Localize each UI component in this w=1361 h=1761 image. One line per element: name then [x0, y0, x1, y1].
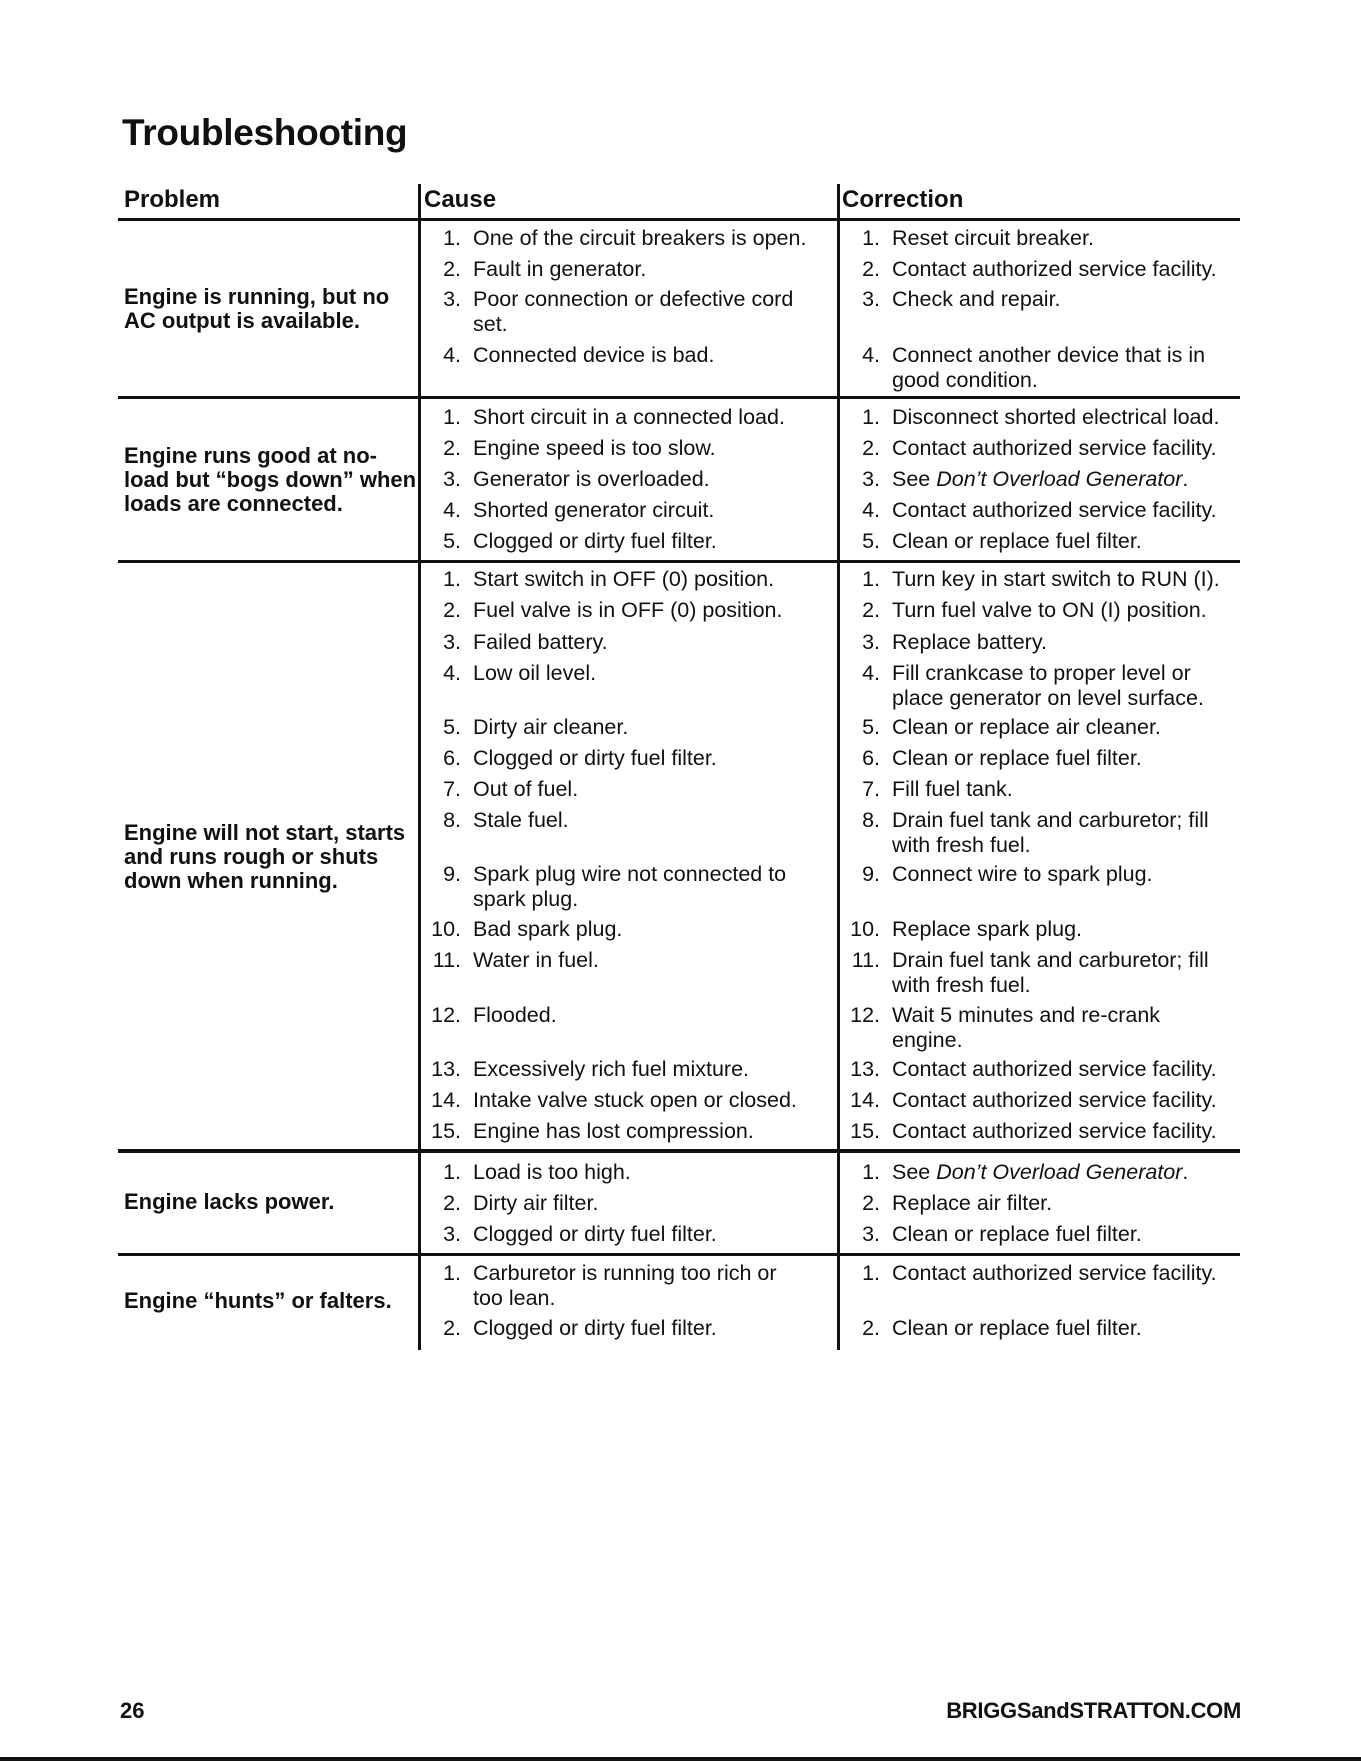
cause-text: Load is too high.: [473, 1160, 631, 1184]
correction-text: Clean or replace fuel filter.: [892, 1222, 1142, 1246]
cause-text: Engine speed is too slow.: [473, 436, 716, 460]
correction-text: Replace air filter.: [892, 1191, 1053, 1215]
item-number: 1.: [443, 1261, 461, 1285]
item-number: 2.: [443, 257, 461, 281]
correction-text: Connect another device that is in good condition.: [892, 343, 1206, 392]
correction-text: Disconnect shorted electrical load.: [892, 405, 1220, 429]
correction-text: Contact authorized service facility.: [892, 1088, 1217, 1112]
item-number: 13.: [431, 1057, 461, 1081]
cause-text: Carburetor is running too rich or too lean.: [473, 1261, 777, 1310]
item-number: 3.: [443, 630, 461, 654]
correction-text: Replace spark plug.: [892, 917, 1083, 941]
item-number: 3.: [443, 287, 461, 311]
item-number: 5.: [443, 529, 461, 553]
section-divider: [118, 1253, 1240, 1256]
item-number: 2.: [443, 436, 461, 460]
correction-text: Contact authorized service facility.: [892, 257, 1217, 281]
header-rule: [118, 218, 1240, 221]
item-number: 7.: [443, 777, 461, 801]
item-number: 2.: [443, 1316, 461, 1340]
cause-text: Engine has lost compression.: [473, 1119, 754, 1143]
cause-text: Flooded.: [473, 1003, 557, 1027]
item-number: 2.: [862, 436, 880, 460]
item-number: 14.: [431, 1088, 461, 1112]
item-number: 2.: [443, 598, 461, 622]
problem-label: Engine runs good at no-load but “bogs down” when loads are connected.: [124, 443, 417, 516]
item-number: 2.: [862, 257, 880, 281]
correction-text: Clean or replace air cleaner.: [892, 715, 1161, 739]
cause-text: Failed battery.: [473, 630, 608, 654]
correction-text: Contact authorized service facility.: [892, 1119, 1217, 1143]
item-number: 3.: [443, 467, 461, 491]
correction-text: Fill fuel tank.: [892, 777, 1013, 801]
problem-label: Engine will not start, starts and runs rough or shuts down when running.: [124, 820, 406, 893]
cause-text: Bad spark plug.: [473, 917, 623, 941]
cause-text: Clogged or dirty fuel filter.: [473, 1316, 717, 1340]
item-number: 9.: [862, 862, 880, 886]
correction-text: [892, 467, 1230, 492]
section-divider: [118, 560, 1240, 563]
cause-text: Clogged or dirty fuel filter.: [473, 529, 717, 553]
cause-text: Out of fuel.: [473, 777, 579, 801]
cause-text: One of the circuit breakers is open.: [473, 226, 807, 250]
item-number: 14.: [850, 1088, 880, 1112]
item-number: 3.: [443, 1222, 461, 1246]
column-header-cause: Cause: [424, 186, 497, 213]
correction-text: Reset circuit breaker.: [892, 226, 1094, 250]
section-divider: [118, 396, 1240, 399]
column-header-problem: Problem: [124, 186, 221, 213]
correction-text: Check and repair.: [892, 287, 1061, 311]
item-number: 2.: [862, 598, 880, 622]
cause-text: Start switch in OFF (0) position.: [473, 567, 775, 591]
item-number: 4.: [862, 661, 880, 685]
item-number: 5.: [862, 715, 880, 739]
item-number: 1.: [443, 1160, 461, 1184]
item-number: 3.: [862, 1222, 880, 1246]
section-reference: Don’t Overload Generator: [936, 1160, 1183, 1184]
item-number: 7.: [862, 777, 880, 801]
cause-text: Generator is overloaded.: [473, 467, 710, 491]
item-number: 8.: [443, 808, 461, 832]
cause-text: Fuel valve is in OFF (0) position.: [473, 598, 783, 622]
correction-text: [892, 1160, 1230, 1185]
item-number: 4.: [443, 498, 461, 522]
item-number: 12.: [850, 1003, 880, 1027]
correction-text: Drain fuel tank and carburetor; fill with fresh fuel.: [892, 808, 1209, 857]
correction-text: Replace battery.: [892, 630, 1047, 654]
correction-text: Turn key in start switch to RUN (I).: [892, 567, 1220, 591]
item-number: 15.: [850, 1119, 880, 1143]
section-reference: Don’t Overload Generator: [936, 467, 1183, 491]
item-number: 9.: [443, 862, 461, 886]
cause-text: Low oil level.: [473, 661, 597, 685]
item-number: 1.: [862, 1160, 880, 1184]
cause-text: Short circuit in a connected load.: [473, 405, 785, 429]
problem-label: Engine is running, but no AC output is available.: [124, 284, 390, 333]
item-number: 4.: [443, 661, 461, 685]
correction-text: Turn fuel valve to ON (I) position.: [892, 598, 1207, 622]
page-number: 26: [120, 1698, 145, 1723]
item-number: 1.: [443, 226, 461, 250]
item-number: 1.: [862, 226, 880, 250]
problem-label: Engine “hunts” or falters.: [124, 1288, 392, 1313]
cause-text: Clogged or dirty fuel filter.: [473, 1222, 717, 1246]
cause-text: Intake valve stuck open or closed.: [473, 1088, 797, 1112]
column-header-correction: Correction: [842, 186, 964, 213]
section-divider: [118, 1149, 1240, 1153]
cause-text: Connected device is bad.: [473, 343, 715, 367]
item-number: 3.: [862, 287, 880, 311]
cause-text: Clogged or dirty fuel filter.: [473, 746, 717, 770]
site-url: BRIGGSandSTRATTON.COM: [946, 1698, 1241, 1723]
item-number: 12.: [431, 1003, 461, 1027]
correction-text: Drain fuel tank and carburetor; fill with fresh fuel.: [892, 948, 1209, 997]
correction-suffix: .: [1182, 1160, 1189, 1184]
cause-text: Excessively rich fuel mixture.: [473, 1057, 749, 1081]
item-number: 6.: [443, 746, 461, 770]
correction-text: Contact authorized service facility.: [892, 1261, 1217, 1285]
page-title: Troubleshooting: [122, 112, 408, 153]
correction-prefix: See: [892, 1160, 937, 1184]
correction-text: Contact authorized service facility.: [892, 436, 1217, 460]
item-number: 6.: [862, 746, 880, 770]
correction-prefix: See: [892, 467, 937, 491]
bottom-rule: [0, 1757, 1361, 1761]
item-number: 1.: [443, 567, 461, 591]
column-divider: [418, 184, 421, 1350]
item-number: 1.: [443, 405, 461, 429]
item-number: 1.: [862, 405, 880, 429]
item-number: 10.: [431, 917, 461, 941]
item-number: 4.: [443, 343, 461, 367]
item-number: 3.: [862, 467, 880, 491]
item-number: 11.: [432, 948, 461, 972]
correction-text: Clean or replace fuel filter.: [892, 529, 1142, 553]
item-number: 1.: [862, 567, 880, 591]
item-number: 5.: [862, 529, 880, 553]
cause-text: Water in fuel.: [473, 948, 599, 972]
item-number: 2.: [862, 1191, 880, 1215]
item-number: 5.: [443, 715, 461, 739]
cause-text: Spark plug wire not connected to spark plug.: [473, 862, 787, 911]
cause-text: Dirty air cleaner.: [473, 715, 629, 739]
item-number: 2.: [443, 1191, 461, 1215]
cause-text: Dirty air filter.: [473, 1191, 599, 1215]
correction-text: Contact authorized service facility.: [892, 498, 1217, 522]
cause-text: Shorted generator circuit.: [473, 498, 715, 522]
correction-suffix: .: [1182, 467, 1189, 491]
item-number: 10.: [850, 917, 880, 941]
item-number: 1.: [862, 1261, 880, 1285]
item-number: 2.: [862, 1316, 880, 1340]
item-number: 13.: [850, 1057, 880, 1081]
item-number: 8.: [862, 808, 880, 832]
item-number: 15.: [431, 1119, 461, 1143]
cause-text: Poor connection or defective cord set.: [473, 287, 794, 336]
item-number: 11.: [851, 948, 880, 972]
cause-text: Fault in generator.: [473, 257, 647, 281]
correction-text: Wait 5 minutes and re-crank engine.: [892, 1003, 1161, 1052]
correction-text: Contact authorized service facility.: [892, 1057, 1217, 1081]
correction-text: Fill crankcase to proper level or place generator on level surface.: [892, 661, 1204, 710]
correction-text: Clean or replace fuel filter.: [892, 1316, 1142, 1340]
item-number: 4.: [862, 343, 880, 367]
cause-text: Stale fuel.: [473, 808, 569, 832]
item-number: 4.: [862, 498, 880, 522]
problem-label: Engine lacks power.: [124, 1189, 335, 1214]
column-divider: [837, 184, 840, 1350]
item-number: 3.: [862, 630, 880, 654]
correction-text: Clean or replace fuel filter.: [892, 746, 1142, 770]
correction-text: Connect wire to spark plug.: [892, 862, 1153, 886]
